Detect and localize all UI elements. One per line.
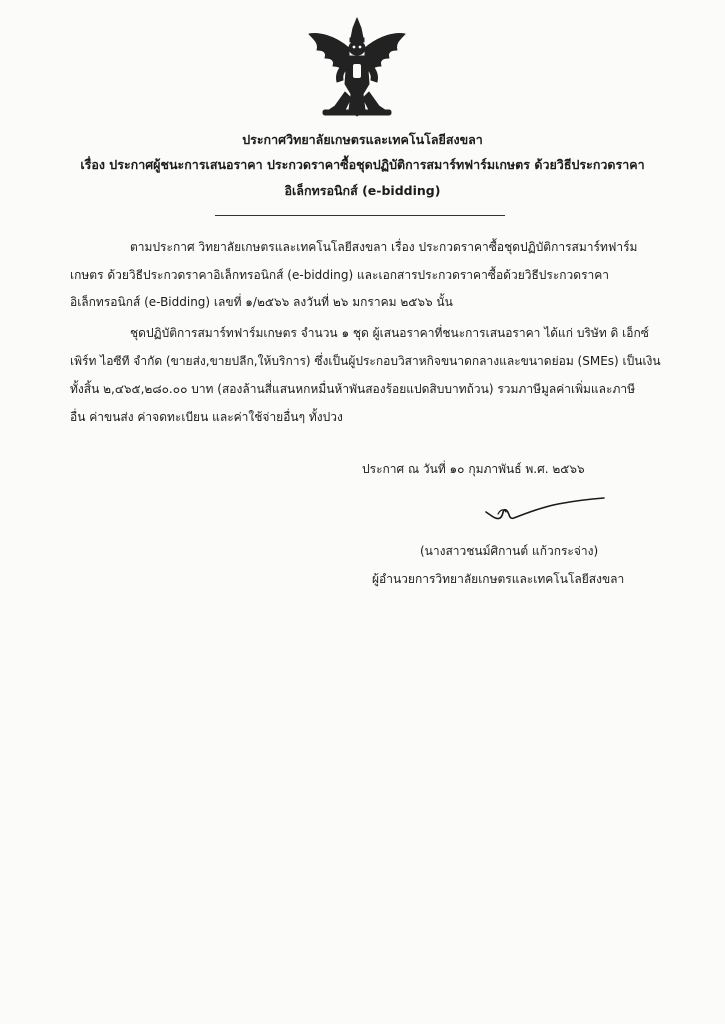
subject-line-2: อิเล็กทรอนิกส์ (e-bidding) <box>284 183 441 198</box>
signatory-name: (นางสาวชนม์ศิกานต์ แก้วกระจ่าง) <box>420 544 599 558</box>
para1-line: อิเล็กทรอนิกส์ (e-Bidding) เลขที่ ๑/๒๕๖๖ ลงวันที่ ๒๖ มกราคม ๒๕๖๖ นั้น <box>70 295 453 309</box>
para1-line: ตามประกาศ วิทยาลัยเกษตรและเทคโนโลยีสงขลา เรื่อง ประกวดราคาซื้อชุดปฏิบัติการสมาร์ทฟาร์ม <box>130 240 638 254</box>
announce-date: ประกาศ ณ วันที่ ๑๐ กุมภาพันธ์ พ.ศ. ๒๕๖๖ <box>362 462 585 476</box>
para1-line: เกษตร ด้วยวิธีประกวดราคาอิเล็กทรอนิกส์ (e-bidding) และเอกสารประกวดราคาซื้อด้วยวิธีประกวดราคา <box>70 268 610 282</box>
para2-line: เพิร์ท ไอซีที จำกัด (ขายส่ง,ขายปลีก,ให้บริการ) ซึ่งเป็นผู้ประกอบวิสาหกิจขนาดกลางและขนาดย่อม (SMEs) เป็นเงิน <box>70 354 661 368</box>
para2-line: ทั้งสิ้น ๒,๔๖๕,๒๘๐.๐๐ บาท (สองล้านสี่แสนหกหมื่นห้าพันสองร้อยแปดสิบบาทถ้วน) รวมภาษีมูลค่าเพิ่มและภาษี <box>70 382 636 396</box>
divider <box>215 215 505 216</box>
garuda-emblem-icon <box>305 14 409 122</box>
announcement-title: ประกาศวิทยาลัยเกษตรและเทคโนโลยีสงขลา <box>242 132 483 147</box>
signature <box>478 490 608 530</box>
para2-line: อื่น ค่าขนส่ง ค่าจดทะเบียน และค่าใช้จ่ายอื่นๆ ทั้งปวง <box>70 410 343 424</box>
para2-line: ชุดปฏิบัติการสมาร์ทฟาร์มเกษตร จำนวน ๑ ชุด ผู้เสนอราคาที่ชนะการเสนอราคา ได้แก่ บริษัท ดิ เอ็กซ์ <box>130 326 649 340</box>
subject-line-1: เรื่อง ประกาศผู้ชนะการเสนอราคา ประกวดราคาซื้อชุดปฏิบัติการสมาร์ทฟาร์มเกษตร ด้วยวิธีประกวดราคา <box>80 157 645 172</box>
signatory-position: ผู้อำนวยการวิทยาลัยเกษตรและเทคโนโลยีสงขลา <box>372 572 625 586</box>
